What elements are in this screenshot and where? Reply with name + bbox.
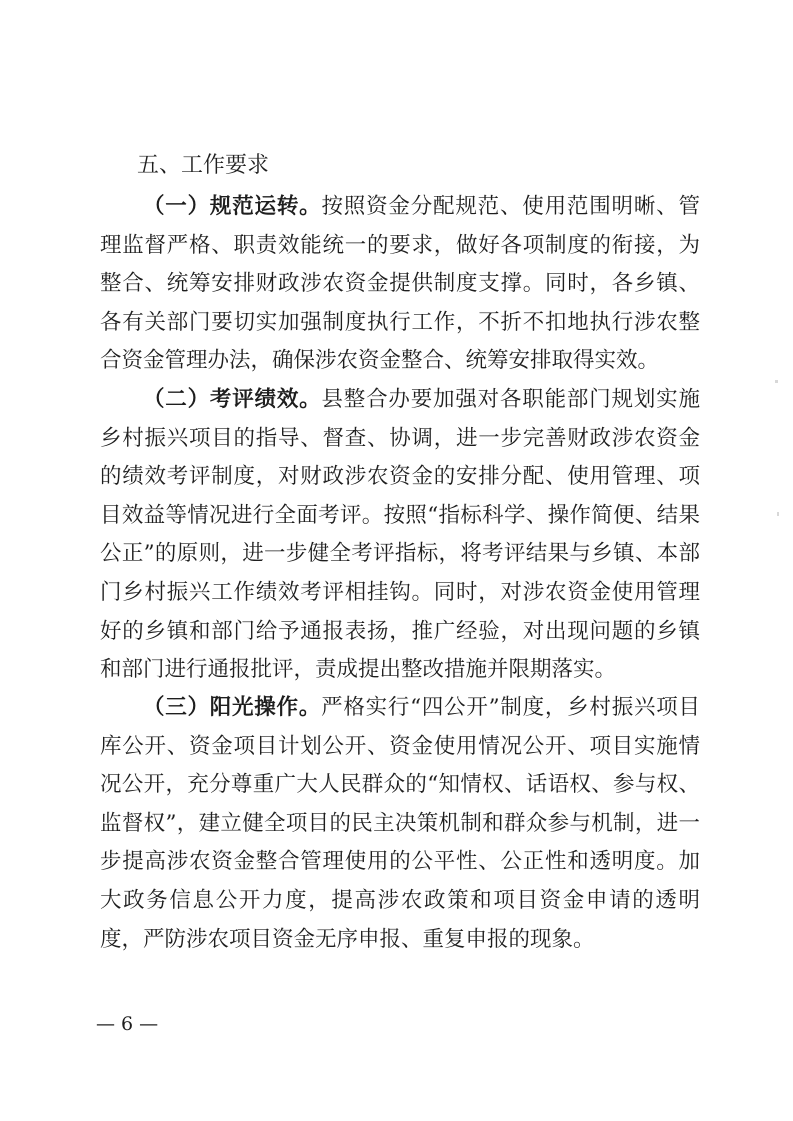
paragraph-body: 按照资金分配规范、使用范围明晰、管理监督严格、职责效能统一的要求，做好各项制度的衔接，为整合、统筹安排财政涉农资金提供制度支撑。同时，各乡镇、各有关部门要切实加强制度执行工作，不折不扣地执行涉农整合资金管理办法，确保涉农资金整合、统筹安排取得实效。 (100, 194, 700, 374)
paragraph-lead: （一）规范运转。 (143, 194, 322, 219)
paragraph-performance-evaluation (100, 381, 700, 690)
page-number: — 6 — (96, 1013, 159, 1035)
paragraph-lead: （三）阳光操作。 (143, 695, 322, 720)
paragraph-body: 县整合办要加强对各职能部门规划实施乡村振兴项目的指导、督查、协调，进一步完善财政涉农资金的绩效考评制度，对财政涉农资金的安排分配、使用管理、项目效益等情况进行全面考评。按照“指标科学、操作简便、结果公正”的原则，进一步健全考评指标，将考评结果与乡镇、本部门乡村振兴工作绩效考评相挂钩。同时，对涉农资金使用管理好的乡镇和部门给予通报表扬，推广经验，对出现问题的乡镇和部门进行通报批评，责成提出整改措施并限期落实。 (100, 387, 700, 683)
paragraph-body: 严格实行“四公开”制度，乡村振兴项目库公开、资金项目计划公开、资金使用情况公开、项目实施情况公开，充分尊重广大人民群众的“知情权、话语权、参与权、监督权”，建立健全项目的民主决策机制和群众参与机制，进一步提高涉农资金整合管理使用的公平性、公正性和透明度。加大政务信息公开力度，提高涉农政策和项目资金申请的透明度，严防涉农项目资金无序申报、重复申报的现象。 (100, 695, 700, 952)
section-heading: 五、工作要求 (137, 153, 270, 178)
paragraph-transparent-operation (100, 689, 700, 959)
scan-artifact-mark (777, 512, 779, 516)
scan-artifact-mark (775, 380, 778, 383)
paragraph-standardized-operation (100, 188, 700, 381)
paragraph-lead: （二）考评绩效。 (143, 387, 322, 412)
